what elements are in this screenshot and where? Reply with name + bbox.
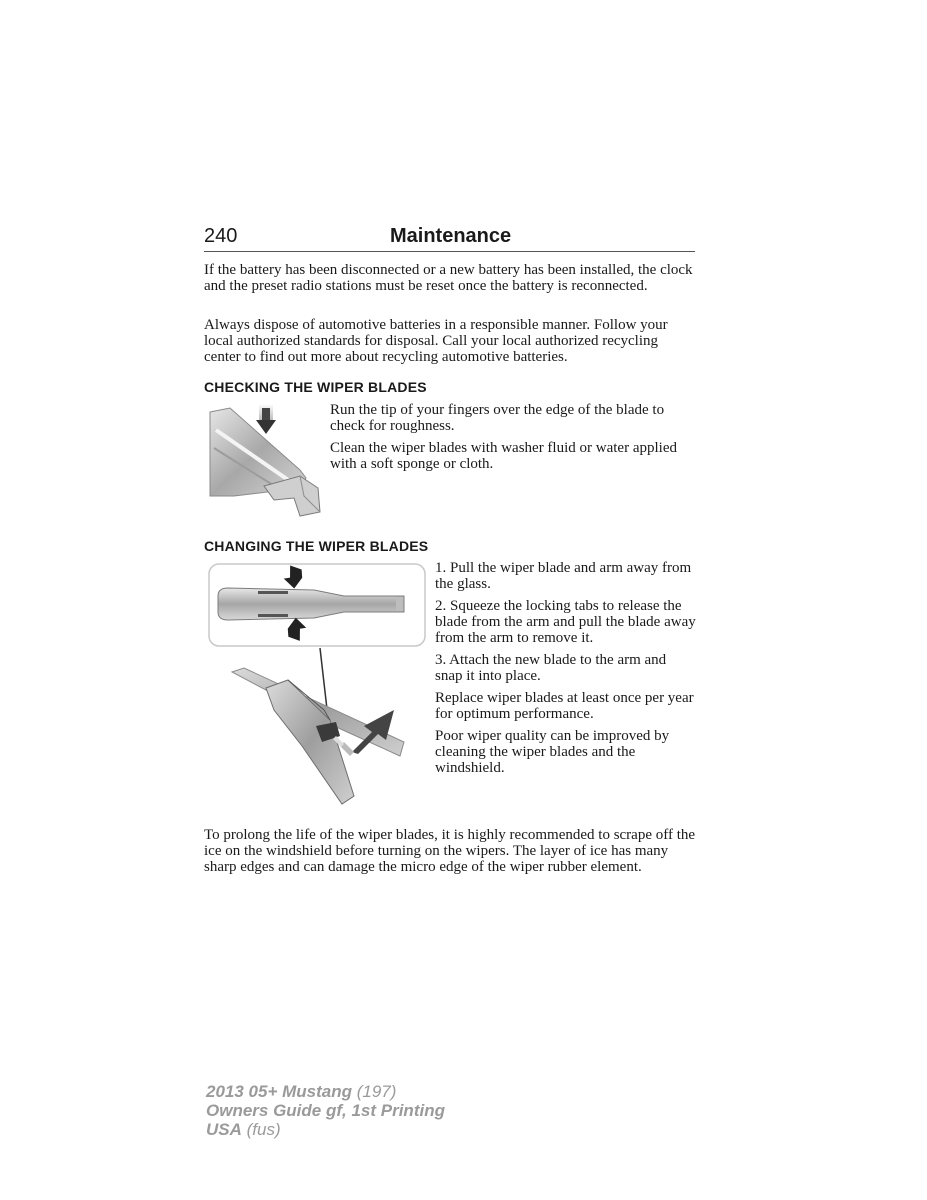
footer-model-text: 2013 05+ Mustang <box>206 1082 352 1101</box>
page-header <box>204 224 695 252</box>
footer-line-guide <box>206 1101 445 1120</box>
print-footer <box>206 1082 445 1139</box>
locking-tabs-detail-inset <box>209 564 425 646</box>
changing-wiper-blades-heading: CHANGING THE WIPER BLADES <box>204 538 429 554</box>
step-2-paragraph: 2. Squeeze the locking tabs to release the blade from the arm and pull the blade away from the arm to remove it. <box>435 598 696 646</box>
footer-guide-text: Owners Guide gf, 1st Printing <box>206 1101 445 1120</box>
check-roughness-paragraph: Run the tip of your fingers over the edge of the blade to check for roughness. <box>330 402 665 434</box>
footer-model-code: (197) <box>352 1082 397 1101</box>
footer-market-text: USA <box>206 1120 242 1139</box>
ice-scraping-paragraph: To prolong the life of the wiper blades, it is highly recommended to scrape off the ice on the windshield before turning on the wipers. The layer of ice has many sharp edges and can damage the micro edge of the wiper rubber element. <box>204 827 696 875</box>
wiper-blade-check-illustration <box>204 400 324 522</box>
arrow-down-icon <box>256 404 276 434</box>
page-number: 240 <box>204 225 238 247</box>
clean-blades-paragraph: Clean the wiper blades with washer fluid or water applied with a soft sponge or cloth. <box>330 440 677 472</box>
footer-line-model <box>206 1082 445 1101</box>
step-1-paragraph: 1. Pull the wiper blade and arm away from the glass. <box>435 560 692 592</box>
wiper-arm-removal-view <box>232 668 404 804</box>
step-3-paragraph: 3. Attach the new blade to the arm and snap it into place. <box>435 652 667 684</box>
battery-disposal-paragraph: Always dispose of automotive batteries in a responsible manner. Follow your local authorized standards for disposal. Call your local authorized recycling center to find out more about recycling automotive batteries. <box>204 317 668 365</box>
replace-note-paragraph: Replace wiper blades at least once per year for optimum performance. <box>435 690 694 722</box>
quality-note-paragraph: Poor wiper quality can be improved by cleaning the wiper blades and the windshield. <box>435 728 670 776</box>
footer-line-market <box>206 1120 445 1139</box>
section-title: Maintenance <box>390 225 512 247</box>
checking-wiper-blades-heading: CHECKING THE WIPER BLADES <box>204 379 427 395</box>
wiper-blade-change-illustration <box>204 560 432 810</box>
footer-market-code: (fus) <box>241 1120 281 1139</box>
header-rule <box>204 251 695 252</box>
battery-reset-paragraph: If the battery has been disconnected or a new battery has been installed, the clock and the preset radio stations must be reset once the battery is reconnected. <box>204 262 693 294</box>
